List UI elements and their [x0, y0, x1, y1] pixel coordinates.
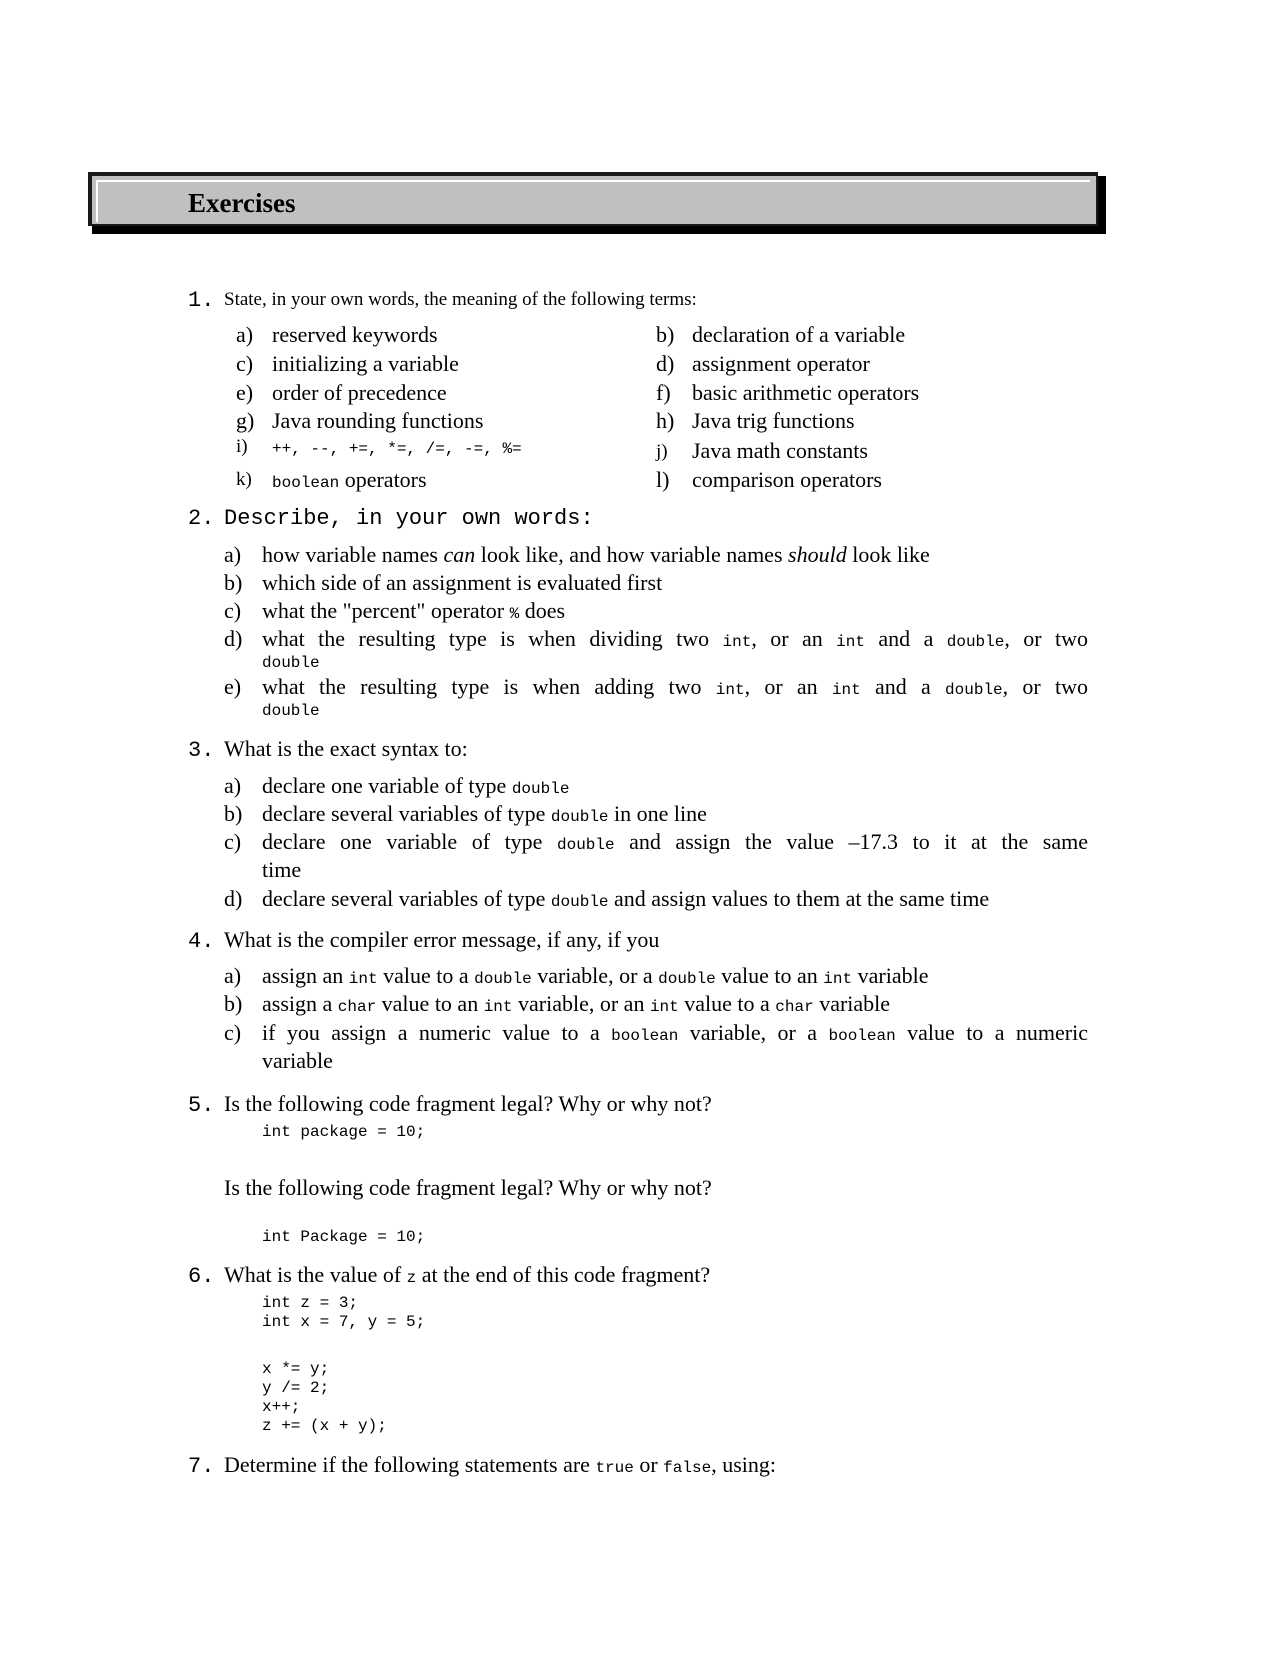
- item-label: d): [656, 351, 675, 376]
- code-line: int Package = 10;: [262, 1228, 426, 1246]
- item-label: e): [224, 674, 242, 699]
- item-label: a): [224, 963, 242, 988]
- question-number: 4.: [188, 929, 215, 954]
- code-line: int x = 7, y = 5;: [262, 1313, 426, 1331]
- item-text: assign a char value to an int variable, or an int value to a char variable: [262, 991, 891, 1016]
- continuation-text: time: [262, 857, 302, 882]
- section-title: Exercises: [188, 188, 296, 218]
- item-text: reserved keywords: [272, 322, 438, 347]
- question-number: 3.: [188, 738, 215, 763]
- item-label: l): [656, 467, 670, 492]
- item-text: what the "percent" operator % does: [262, 598, 566, 623]
- item-text: declare several variables of type double in one line: [262, 801, 707, 826]
- question-number: 7.: [188, 1454, 215, 1479]
- item-text: declaration of a variable: [692, 322, 906, 347]
- item-text: if you assign a numeric value to a boolean variable, or a boolean value to a numeric: [262, 1020, 1088, 1045]
- item-text: comparison operators: [692, 467, 882, 492]
- item-code: ++, --, +=, *=, /=, -=, %=: [272, 440, 522, 458]
- question-text: What is the compiler error message, if any, if you: [224, 927, 660, 952]
- question-text: Describe, in your own words:: [224, 506, 594, 531]
- item-label: c): [224, 829, 242, 854]
- question-text: Is the following code fragment legal? Why or why not?: [224, 1091, 712, 1116]
- item-text: basic arithmetic operators: [692, 380, 920, 405]
- item-text: Java math constants: [692, 438, 868, 463]
- item-label: c): [224, 598, 242, 623]
- item-label: h): [656, 408, 675, 433]
- item-text: initializing a variable: [272, 351, 459, 376]
- question-text: Determine if the following statements are true or false, using:: [224, 1452, 776, 1477]
- item-text: [272, 467, 427, 493]
- code-line: int package = 10;: [262, 1123, 426, 1141]
- item-text: assignment operator: [692, 351, 870, 376]
- item-label: b): [224, 991, 243, 1016]
- item-text: declare one variable of type double and assign the value –17.3 to it at the same: [262, 829, 1089, 854]
- item-label: f): [656, 380, 671, 405]
- item-label: d): [224, 886, 243, 911]
- item-label: b): [656, 322, 675, 347]
- question-text: What is the value of z at the end of this code fragment?: [224, 1262, 711, 1287]
- item-label: k): [236, 469, 252, 490]
- item-text: which side of an assignment is evaluated first: [262, 570, 663, 595]
- header-shadow: [92, 226, 1106, 234]
- item-label: d): [224, 626, 243, 651]
- code-line: z += (x + y);: [262, 1417, 387, 1435]
- item-label: e): [236, 380, 254, 405]
- question-number: 2.: [188, 506, 215, 531]
- code-line: x *= y;: [262, 1360, 330, 1378]
- header-highlight: [96, 180, 1090, 182]
- item-label: i): [236, 436, 248, 457]
- question-number: 1.: [188, 288, 215, 313]
- item-label: a): [224, 542, 242, 567]
- continuation-code: double: [262, 702, 320, 720]
- header-highlight: [96, 180, 98, 222]
- item-label: g): [236, 408, 255, 433]
- question-number: 5.: [188, 1093, 215, 1118]
- question-text: Is the following code fragment legal? Why or why not?: [224, 1175, 712, 1200]
- item-label: a): [224, 773, 242, 798]
- item-text: what the resulting type is when adding two int, or an int and a double, or two: [262, 674, 1088, 699]
- continuation-code: double: [262, 654, 320, 672]
- item-text: how variable names can look like, and how variable names should look like: [262, 542, 930, 567]
- continuation-text: variable: [262, 1048, 333, 1073]
- question-number: 6.: [188, 1264, 215, 1289]
- item-text: Java trig functions: [692, 408, 855, 433]
- item-text: what the resulting type is when dividing two int, or an int and a double, or two: [262, 626, 1089, 651]
- item-label: c): [224, 1020, 242, 1045]
- code-line: x++;: [262, 1398, 301, 1416]
- question-text: State, in your own words, the meaning of the following terms:: [224, 289, 697, 310]
- item-label: c): [236, 351, 254, 376]
- item-text: order of precedence: [272, 380, 447, 405]
- item-text: declare several variables of type double and assign values to them at the same time: [262, 886, 990, 911]
- item-text: Java rounding functions: [272, 408, 484, 433]
- code-line: int z = 3;: [262, 1294, 359, 1312]
- item-label: j): [656, 441, 668, 462]
- question-text: What is the exact syntax to:: [224, 736, 468, 761]
- inline-text: operators: [339, 467, 427, 492]
- item-text: declare one variable of type double: [262, 773, 570, 798]
- item-label: b): [224, 801, 243, 826]
- inline-code: boolean: [272, 474, 340, 492]
- section-header: [88, 172, 1108, 234]
- code-line: y /= 2;: [262, 1379, 330, 1397]
- item-label: a): [236, 322, 254, 347]
- item-text: assign an int value to a double variable, or a double value to an int variable: [262, 963, 929, 988]
- item-label: b): [224, 570, 243, 595]
